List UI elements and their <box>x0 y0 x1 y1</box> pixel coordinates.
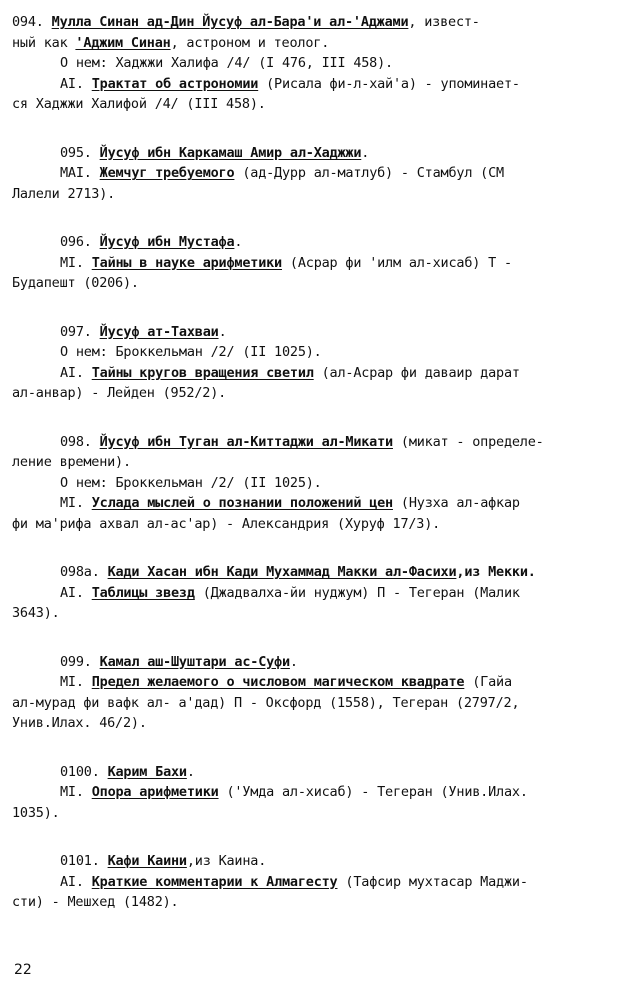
text-segment: . <box>218 323 227 340</box>
text-segment: ал-мурад фи вафк ал- а'дад) П - Оксфорд (1558), Тегеран (2797/2, <box>12 694 520 711</box>
catalog-entry <box>12 762 608 824</box>
entry-line <box>12 74 608 95</box>
text-segment: 0101. <box>60 853 108 869</box>
text-segment: . <box>234 234 243 250</box>
text-segment: . <box>361 144 370 161</box>
text-segment: О нем: Броккельман /2/ (II 1025). <box>60 474 322 491</box>
catalog-entry <box>12 322 608 404</box>
text-segment: ал-анвар) - Лейден (952/2). <box>12 385 227 401</box>
text-segment: (Джадвалха-йи нуджум) П - Тегеран (Малик <box>194 584 520 601</box>
text-segment: 094. <box>12 14 52 30</box>
entry-line <box>12 652 608 673</box>
text-segment: . <box>186 763 195 780</box>
page-number: 22 <box>14 962 32 978</box>
entry-line <box>12 383 608 404</box>
catalog-entry <box>12 652 608 734</box>
entry-line <box>12 342 608 363</box>
underlined-title: Краткие комментарии к Алмагесту <box>91 873 338 890</box>
text-segment: (ад-Дурр ал-матлуб) - Стамбул (СМ <box>234 165 504 181</box>
entry-line <box>12 94 608 115</box>
underlined-title: Йусуф ибн Каркамаш Амир ал-Хаджжи <box>99 144 362 161</box>
text-segment: 098а. <box>60 564 108 580</box>
entry-line <box>12 562 608 583</box>
underlined-title: Жемчуг требуемого <box>99 165 235 181</box>
entry-line <box>12 363 608 384</box>
text-segment: . <box>289 653 298 670</box>
underlined-title: Йусуф ат-Тахваи <box>99 323 219 340</box>
text-segment: ('Умда ал-хисаб) - Тегеран (Унив.Илах. <box>218 784 528 800</box>
entry-line <box>12 473 608 494</box>
underlined-title: Мулла Синан ад-Дин Йусуф ал-Бара'и ал-'Аджами <box>51 14 409 30</box>
text-segment: , астроном и теолог. <box>170 34 330 51</box>
text-segment: MI. <box>60 674 92 690</box>
underlined-title: Кафи Каини <box>107 853 187 869</box>
underlined-title: Камал аш-Шуштари ас-Суфи <box>99 653 290 670</box>
entry-line <box>12 672 608 693</box>
text-segment: MAI. <box>60 165 100 181</box>
entry-line <box>12 493 608 514</box>
catalog-entry <box>12 851 608 913</box>
text-segment: 095. <box>60 144 100 161</box>
entry-line <box>12 603 608 624</box>
entry-line <box>12 253 608 274</box>
underlined-title: Тайны в науке арифметики <box>91 254 282 271</box>
underlined-title: Услада мыслей о познании положений цен <box>91 495 393 511</box>
text-segment: AI. <box>60 75 92 92</box>
underlined-title: Йусуф ибн Туган ал-Киттаджи ал-Микати <box>99 433 393 450</box>
entry-line <box>12 12 608 33</box>
catalog-entry <box>12 562 608 624</box>
text-segment: (ал-Асрар фи даваир дарат <box>313 364 520 381</box>
text-segment: ный как <box>12 34 76 51</box>
text-segment: 3643). <box>12 605 60 621</box>
text-segment: AI. <box>60 873 92 890</box>
entry-line <box>12 322 608 343</box>
text-segment: AI. <box>60 584 92 601</box>
entry-line <box>12 452 608 473</box>
text-segment: Унив.Илах. 46/2). <box>12 715 147 731</box>
text-segment: MI. <box>60 495 92 511</box>
text-segment: Лалели 2713). <box>12 185 116 202</box>
text-segment: сти) - Мешхед (1482). <box>12 894 179 910</box>
text-segment: О нем: Хаджжи Халифа /4/ (I 476, III 458). <box>60 55 393 71</box>
entry-line <box>12 713 608 734</box>
entry-line <box>12 693 608 714</box>
entry-line <box>12 514 608 535</box>
entry-line <box>12 143 608 164</box>
text-segment: 0100. <box>60 763 108 780</box>
entry-line <box>12 782 608 803</box>
text-segment: MI. <box>60 784 92 800</box>
document-page <box>12 12 608 941</box>
text-segment: (Гайа <box>464 674 512 690</box>
text-segment: , извест- <box>408 14 480 30</box>
catalog-entry <box>12 12 608 115</box>
text-segment: Будапешт (0206). <box>12 275 139 291</box>
underlined-title: Тайны кругов вращения светил <box>91 364 314 381</box>
underlined-title: Предел желаемого о числовом магическом квадрате <box>91 674 465 690</box>
entry-line <box>12 232 608 253</box>
text-segment: ся Хаджжи Халифой /4/ (III 458). <box>12 96 266 112</box>
underlined-title: Кади Хасан ибн Кади Мухаммад Макки ал-Фасихи <box>107 564 457 580</box>
text-segment: 097. <box>60 323 100 340</box>
underlined-title: 'Аджим Синан <box>75 34 171 51</box>
text-segment: AI. <box>60 364 92 381</box>
text-segment: ,из Мекки. <box>456 564 536 580</box>
text-segment: (Нузха ал-афкар <box>392 495 520 511</box>
catalog-entry <box>12 232 608 294</box>
text-segment: (Тафсир мухтасар Маджи- <box>337 873 528 890</box>
entry-line <box>12 872 608 893</box>
underlined-title: Таблицы звезд <box>91 584 195 601</box>
entries-list <box>12 12 608 913</box>
entry-line <box>12 892 608 913</box>
entry-line <box>12 184 608 205</box>
entry-line <box>12 273 608 294</box>
entry-line <box>12 53 608 74</box>
text-segment: MI. <box>60 254 92 271</box>
text-segment: фи ма'рифа ахвал ал-ас'ар) - Александрия (Хуруф 17/3). <box>12 515 441 532</box>
entry-line <box>12 163 608 184</box>
text-segment: 098. <box>60 433 100 450</box>
entry-line <box>12 583 608 604</box>
catalog-entry <box>12 143 608 205</box>
entry-line <box>12 762 608 783</box>
underlined-title: Опора арифметики <box>91 784 219 800</box>
text-segment: 099. <box>60 653 100 670</box>
text-segment: 096. <box>60 234 100 250</box>
text-segment: (Рисала фи-л-хай'а) - упоминает- <box>258 75 520 92</box>
text-segment: ление времени). <box>12 454 131 470</box>
text-segment: (Асрар фи 'илм ал-хисаб) Т - <box>281 254 512 271</box>
entry-line <box>12 432 608 453</box>
underlined-title: Трактат об астрономии <box>91 75 259 92</box>
entry-line <box>12 803 608 824</box>
text-segment: ,из Каина. <box>186 853 267 869</box>
text-segment: 1035). <box>12 804 60 821</box>
text-segment: (микат - определе- <box>392 433 544 450</box>
entry-line <box>12 851 608 872</box>
entry-line <box>12 33 608 54</box>
underlined-title: Карим Бахи <box>107 763 187 780</box>
text-segment: О нем: Броккельман /2/ (II 1025). <box>60 344 322 360</box>
catalog-entry <box>12 432 608 535</box>
underlined-title: Йусуф ибн Мустафа <box>99 234 235 250</box>
